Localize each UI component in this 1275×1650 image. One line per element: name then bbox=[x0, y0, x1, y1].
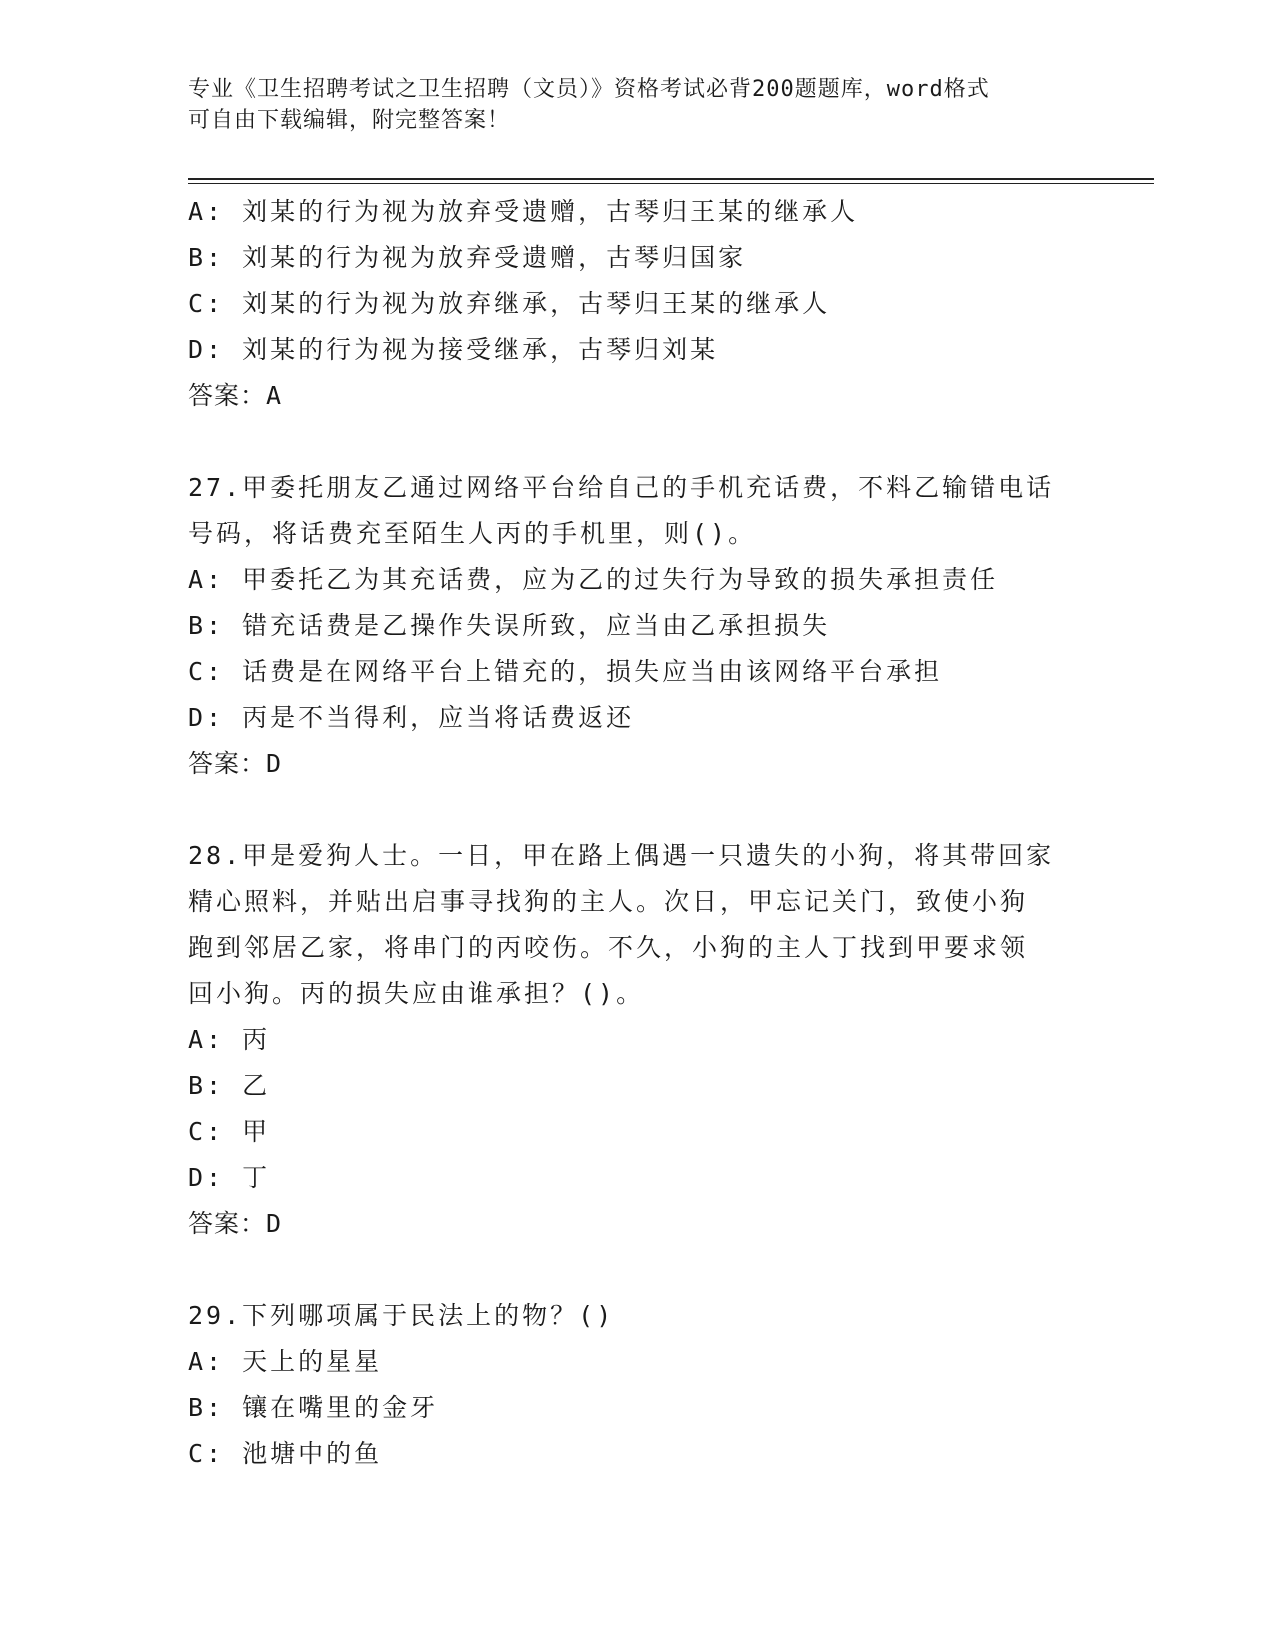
option-d: D: 丙是不当得利，应当将话费返还 bbox=[188, 703, 635, 732]
question-block-27 bbox=[188, 465, 1088, 787]
question-stem-line: 号码，将话费充至陌生人丙的手机里，则()。 bbox=[188, 519, 757, 548]
header-line-2: 可自由下载编辑，附完整答案！ bbox=[188, 108, 511, 133]
option-c: C: 刘某的行为视为放弃继承，古琴归王某的继承人 bbox=[188, 289, 831, 318]
option-a: A: 甲委托乙为其充话费，应为乙的过失行为导致的损失承担责任 bbox=[188, 565, 999, 594]
option-a: A: 丙 bbox=[188, 1025, 271, 1054]
option-b: B: 错充话费是乙操作失误所致，应当由乙承担损失 bbox=[188, 611, 831, 640]
spacer bbox=[188, 419, 1088, 465]
option-b: B: 镶在嘴里的金牙 bbox=[188, 1393, 439, 1422]
question-stem-line: 回小狗。丙的损失应由谁承担？()。 bbox=[188, 979, 645, 1008]
spacer bbox=[188, 1247, 1088, 1293]
question-block-28 bbox=[188, 833, 1088, 1247]
header-divider-thin bbox=[188, 183, 1154, 184]
spacer bbox=[188, 787, 1088, 833]
answer-line: 答案：D bbox=[188, 749, 283, 778]
question-block-29 bbox=[188, 1293, 1088, 1477]
document-header bbox=[188, 74, 1068, 136]
question-stem-line: 跑到邻居乙家，将串门的丙咬伤。不久，小狗的主人丁找到甲要求领 bbox=[188, 933, 1029, 962]
option-a: A: 刘某的行为视为放弃受遗赠，古琴归王某的继承人 bbox=[188, 197, 859, 226]
header-divider-thick bbox=[188, 178, 1154, 180]
option-b: B: 刘某的行为视为放弃受遗赠，古琴归国家 bbox=[188, 243, 747, 272]
option-c: C: 池塘中的鱼 bbox=[188, 1439, 383, 1468]
question-list bbox=[188, 189, 1088, 1477]
option-b: B: 乙 bbox=[188, 1071, 271, 1100]
header-line-1: 专业《卫生招聘考试之卫生招聘（文员）》资格考试必背200题题库，word格式 bbox=[188, 77, 990, 102]
question-stem-line: 29.下列哪项属于民法上的物？() bbox=[188, 1301, 615, 1330]
question-stem-line: 精心照料，并贴出启事寻找狗的主人。次日，甲忘记关门，致使小狗 bbox=[188, 887, 1029, 916]
answer-line: 答案：D bbox=[188, 1209, 283, 1238]
question-block-26 bbox=[188, 189, 1088, 419]
option-c: C: 甲 bbox=[188, 1117, 271, 1146]
question-stem-line: 28.甲是爱狗人士。一日，甲在路上偶遇一只遗失的小狗，将其带回家 bbox=[188, 841, 1055, 870]
question-stem-line: 27.甲委托朋友乙通过网络平台给自己的手机充话费，不料乙输错电话 bbox=[188, 473, 1055, 502]
option-d: D: 刘某的行为视为接受继承，古琴归刘某 bbox=[188, 335, 719, 364]
option-a: A: 天上的星星 bbox=[188, 1347, 383, 1376]
option-c: C: 话费是在网络平台上错充的，损失应当由该网络平台承担 bbox=[188, 657, 943, 686]
option-d: D: 丁 bbox=[188, 1163, 271, 1192]
answer-line: 答案：A bbox=[188, 381, 283, 410]
